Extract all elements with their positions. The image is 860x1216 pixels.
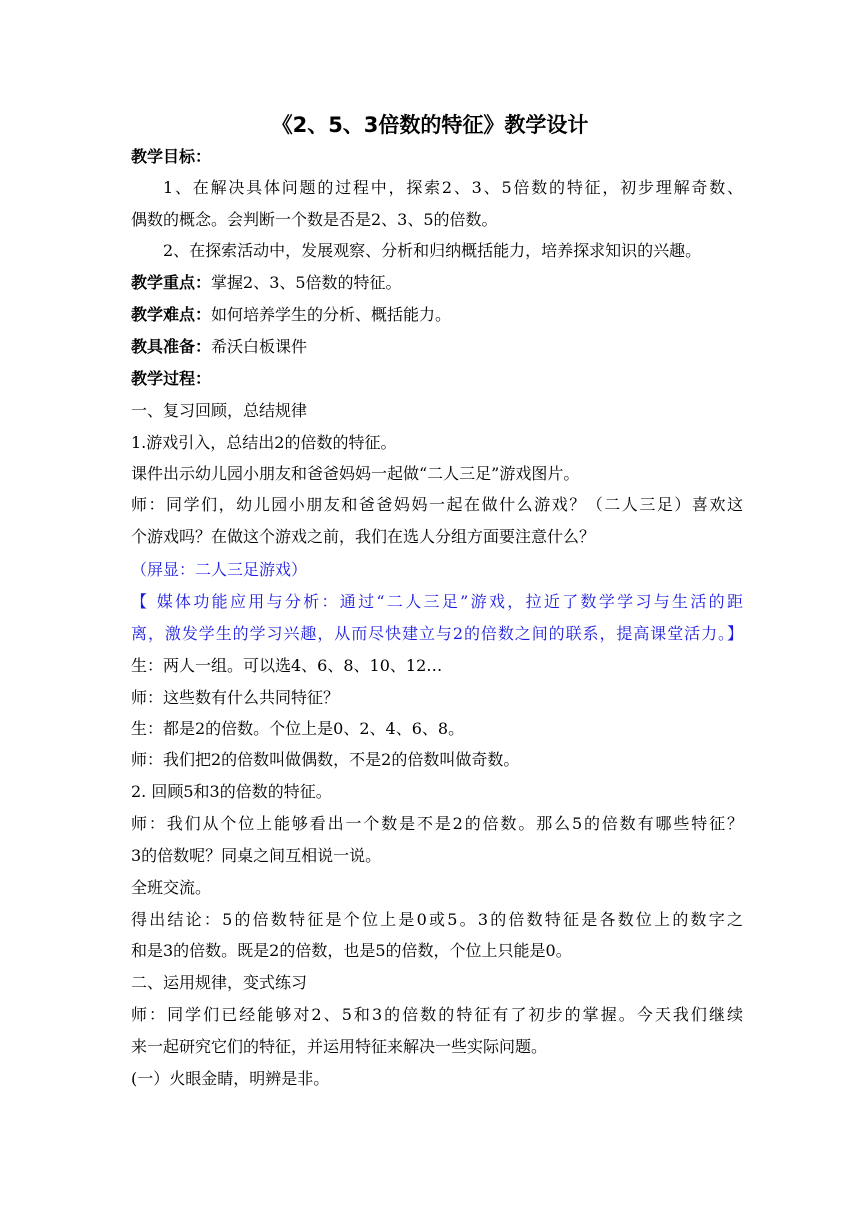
screen-note: （屏显：二人三足游戏） bbox=[131, 560, 308, 579]
section-2-heading: 二、运用规律，变式练习 bbox=[131, 973, 308, 992]
teacher-question-line-1: 师：同学们，幼儿园小朋友和爸爸妈妈一起在做什么游戏？（二人三足）喜欢这 bbox=[131, 495, 743, 514]
media-analysis-line-2: 离，激发学生的学习兴趣，从而尽快建立与2的倍数之间的联系，提高课堂活力。】 bbox=[131, 624, 743, 643]
conclusion-line-2: 和是3的倍数。既是2的倍数，也是5的倍数，个位上只能是0。 bbox=[131, 941, 572, 960]
objective-1-line-2: 偶数的概念。会判断一个数是否是2、3、5的倍数。 bbox=[131, 210, 498, 229]
objectives-heading: 教学目标： bbox=[131, 147, 212, 166]
conclusion-line-1: 得出结论：5的倍数特征是个位上是0或5。3的倍数特征是各数位上的数字之 bbox=[131, 910, 743, 929]
objective-2: 2、在探索活动中，发展观察、分析和归纳概括能力，培养探求知识的兴趣。 bbox=[163, 241, 702, 260]
teacher-question-3-line-1: 师：我们从个位上能够看出一个数是不是2的倍数。那么5的倍数有哪些特征？ bbox=[131, 814, 743, 833]
objective-1-line-1: 1、在解决具体问题的过程中，探索2、3、5倍数的特征，初步理解奇数、 bbox=[163, 178, 743, 197]
item-2: 2. 回顾5和3的倍数的特征。 bbox=[131, 782, 332, 801]
teacher-statement: 师：我们把2的倍数叫做偶数，不是2的倍数叫做奇数。 bbox=[131, 750, 520, 769]
key-point-text: 掌握2、3、5倍数的特征。 bbox=[211, 273, 402, 292]
student-answer-2: 生：都是2的倍数。个位上是0、2、4、6、8。 bbox=[131, 719, 465, 738]
difficulty-label: 教学难点： bbox=[131, 305, 212, 324]
key-point bbox=[131, 273, 743, 293]
difficulty bbox=[131, 305, 743, 325]
media-analysis-line-1: 【 媒体功能应用与分析：通过“二人三足”游戏，拉近了数学学习与生活的距 bbox=[131, 592, 743, 611]
subsection-1-heading: (一）火眼金睛，明辨是非。 bbox=[131, 1069, 330, 1088]
teacher-question-3-line-2: 3的倍数呢？同桌之间互相说一说。 bbox=[131, 846, 382, 865]
materials-text: 希沃白板课件 bbox=[211, 337, 308, 356]
teacher-question-2: 师：这些数有什么共同特征？ bbox=[131, 688, 340, 707]
student-answer-1: 生：两人一组。可以选4、6、8、10、12… bbox=[131, 656, 443, 675]
page-title: 《2、5、3倍数的特征》教学设计 bbox=[271, 113, 589, 137]
teacher-question-line-2: 个游戏吗？在做这个游戏之前，我们在选人分组方面要注意什么？ bbox=[131, 527, 596, 546]
item-1: 1.游戏引入，总结出2的倍数的特征。 bbox=[131, 433, 397, 452]
materials-label: 教具准备： bbox=[131, 337, 212, 356]
paragraph-game-image: 课件出示幼儿园小朋友和爸爸妈妈一起做“二人三足”游戏图片。 bbox=[131, 464, 580, 483]
process-heading: 教学过程： bbox=[131, 369, 212, 388]
difficulty-text: 如何培养学生的分析、概括能力。 bbox=[211, 305, 452, 324]
teacher-intro-line-2: 来一起研究它们的特征，并运用特征来解决一些实际问题。 bbox=[131, 1037, 548, 1056]
materials bbox=[131, 337, 743, 357]
class-discussion: 全班交流。 bbox=[131, 878, 212, 897]
key-point-label: 教学重点： bbox=[131, 273, 212, 292]
teacher-intro-line-1: 师：同学们已经能够对2、5和3的倍数的特征有了初步的掌握。今天我们继续 bbox=[131, 1005, 743, 1024]
section-1-heading: 一、复习回顾，总结规律 bbox=[131, 401, 308, 420]
